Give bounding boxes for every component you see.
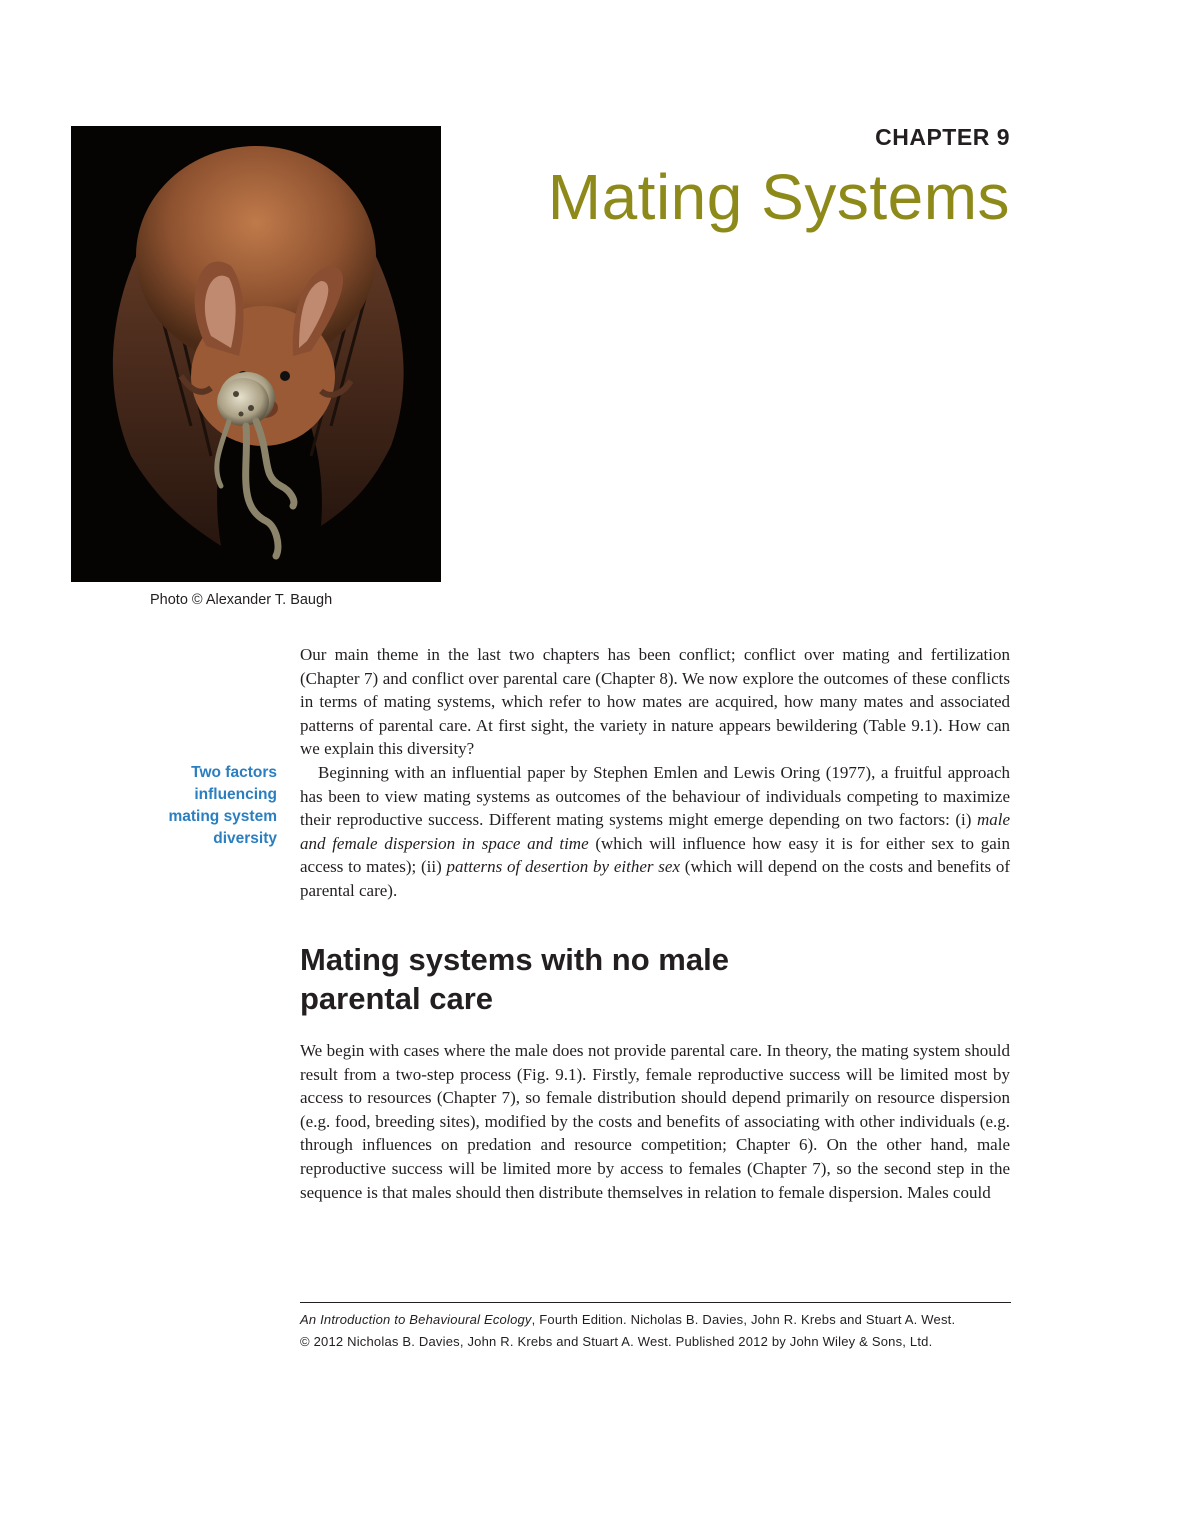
chapter-title: Mating Systems	[547, 161, 1010, 233]
margin-note-line: influencing	[194, 786, 277, 803]
margin-note-line: mating system	[168, 808, 277, 825]
chapter-photo	[71, 126, 441, 582]
footer-edition-authors: , Fourth Edition. Nicholas B. Davies, John R. Krebs and Stuart A. West.	[531, 1312, 956, 1327]
footer-divider	[300, 1302, 1011, 1303]
section-heading	[300, 940, 900, 1018]
bat-frog-illustration	[71, 126, 441, 582]
photo-credit: Photo © Alexander T. Baugh	[150, 592, 333, 608]
intro-emphasis-dispersion: male and female dispersion in space and time	[300, 810, 1010, 853]
copyright-footer	[300, 1309, 1011, 1353]
chapter-number: CHAPTER 9	[875, 124, 1010, 150]
intro-emphasis-desertion: patterns of desertion by either sex	[446, 857, 681, 877]
section-paragraph-1: We begin with cases where the male does not provide parental care. In theory, the mating system should result from a two-step process (Fig. 9.1). Firstly, female reproductive success will be limited most by access to resources (Chapter 7), so female distribution should depend primarily on resource dispersion (e.g. food, breeding sites), modified by the costs and benefits of associating with other individuals (e.g. through influences on predation and resource competition; Chapter 6). On the other hand, male reproductive success will be limited more by access to females (Chapter 7), so the second step in the sequence is that males should then distribute themselves in relation to female dispersion. Males could	[300, 1041, 1010, 1202]
footer-line-1	[300, 1309, 1011, 1331]
section-heading-line: Mating systems with no male	[300, 942, 729, 977]
book-title: An Introduction to Behavioural Ecology	[300, 1312, 532, 1327]
margin-note	[110, 762, 277, 850]
margin-note-line: Two factors	[191, 764, 277, 781]
intro-paragraph-1: Our main theme in the last two chapters has been conflict; conflict over mating and fertilization (Chapter 7) and conflict over parental care (Chapter 8). We now explore the outcomes of these conflicts in terms of mating systems, which refer to how mates are acquired, how many mates and associated patterns of parental care. At first sight, the variety in nature appears bewildering (Table 9.1). How can we explain this diversity?	[300, 645, 1010, 759]
intro-text	[300, 643, 1010, 903]
intro-paragraph-2-text: (which will depend on the costs and benefits of parental care).	[300, 857, 1010, 900]
section-text	[300, 1039, 1010, 1204]
footer-line-2: © 2012 Nicholas B. Davies, John R. Krebs and Stuart A. West. Published 2012 by John Wiley & Sons, Ltd.	[300, 1334, 933, 1349]
margin-note-line: diversity	[213, 830, 277, 847]
intro-paragraph-2-text: Beginning with an influential paper by Stephen Emlen and Lewis Oring (1977), a fruitful approach has been to view mating systems as outcomes of the behaviour of individuals competing to maximize their reproductive success. Different mating systems might emerge depending on two factors: (i)	[300, 762, 1010, 830]
section-heading-line: parental care	[300, 981, 493, 1016]
intro-paragraph-2-text: (which will influence how easy it is for either sex to gain access to mates); (ii)	[300, 833, 1010, 877]
intro-paragraph-2	[300, 761, 1010, 903]
